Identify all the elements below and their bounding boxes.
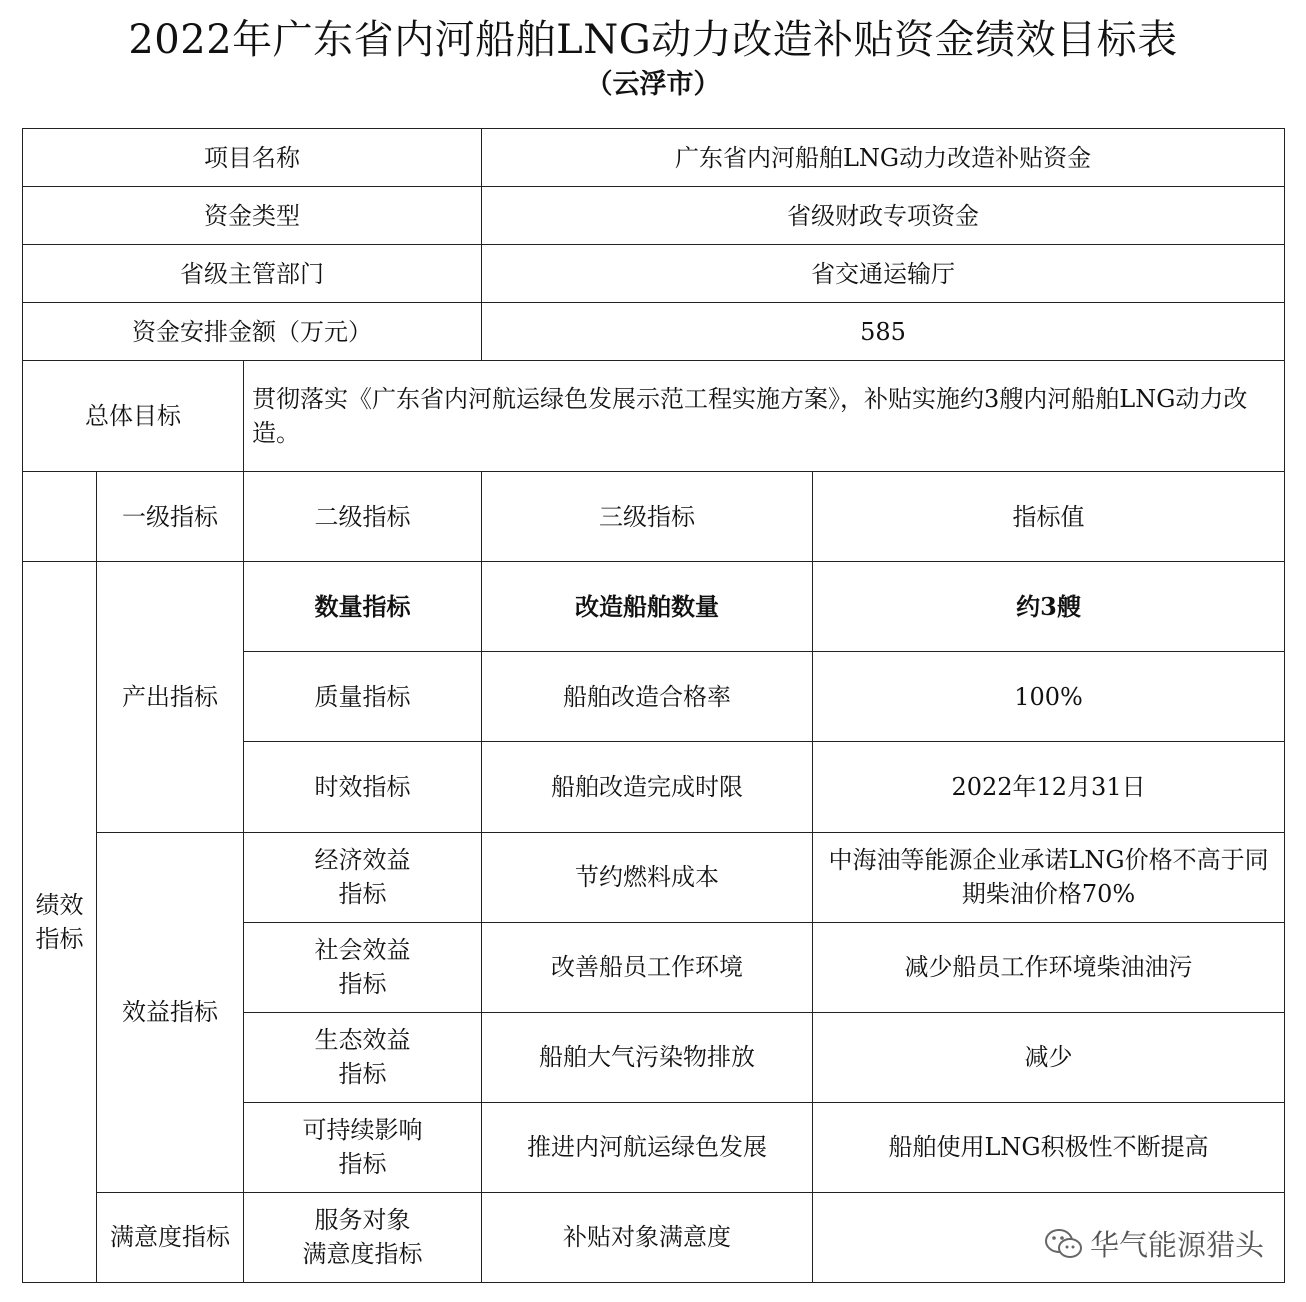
performance-label-text: 绩效 指标 — [35, 891, 84, 954]
level1-satisfaction: 满意度指标 — [97, 1192, 244, 1282]
value-cell: 船舶使用LNG积极性不断提高 — [813, 1102, 1285, 1192]
header-level1: 一级指标 — [97, 472, 244, 562]
level3-cell: 船舶改造完成时限 — [482, 742, 813, 832]
level2-cell: 生态效益 指标 — [244, 1012, 482, 1102]
level2-cell: 可持续影响 指标 — [244, 1102, 482, 1192]
level2-cell: 社会效益 指标 — [244, 922, 482, 1012]
level3-cell: 船舶大气污染物排放 — [482, 1012, 813, 1102]
value-fund-type: 省级财政专项资金 — [482, 187, 1285, 245]
row-dept — [23, 245, 1285, 303]
page-title: 2022年广东省内河船舶LNG动力改造补贴资金绩效目标表 — [128, 17, 1178, 63]
level3-cell: 节约燃料成本 — [482, 832, 813, 922]
level2-cell: 时效指标 — [244, 742, 482, 832]
value-cell: 约3艘 — [813, 562, 1285, 652]
value-cell: 100% — [813, 652, 1285, 742]
level1-benefit: 效益指标 — [97, 832, 244, 1192]
value-project-name: 广东省内河船舶LNG动力改造补贴资金 — [482, 129, 1285, 187]
level3-cell: 改善船员工作环境 — [482, 922, 813, 1012]
label-amount: 资金安排金额（万元） — [23, 303, 482, 361]
label-project-name: 项目名称 — [23, 129, 482, 187]
level2-cell: 数量指标 — [244, 562, 482, 652]
page-subtitle: （云浮市） — [585, 69, 721, 100]
level3-cell: 船舶改造合格率 — [482, 652, 813, 742]
watermark-text: 华气能源猎头 — [1089, 1228, 1264, 1262]
row-fund-type — [23, 187, 1285, 245]
level2-cell: 服务对象 满意度指标 — [244, 1192, 482, 1282]
table-row — [23, 562, 1285, 652]
row-overall-goal — [23, 361, 1285, 472]
value-cell: 减少船员工作环境柴油油污 — [813, 922, 1285, 1012]
label-fund-type: 资金类型 — [23, 187, 482, 245]
header-level2: 二级指标 — [244, 472, 482, 562]
value-cell: 减少 — [813, 1012, 1285, 1102]
header-level3: 三级指标 — [482, 472, 813, 562]
row-column-headers — [23, 472, 1285, 562]
level2-cell: 质量指标 — [244, 652, 482, 742]
wechat-icon — [1044, 1227, 1084, 1261]
level3-cell: 改造船舶数量 — [482, 562, 813, 652]
label-performance — [23, 562, 97, 1283]
level3-cell: 补贴对象满意度 — [482, 1192, 813, 1282]
value-cell: 2022年12月31日 — [813, 742, 1285, 832]
header-value: 指标值 — [813, 472, 1285, 562]
header-blank — [23, 472, 97, 562]
row-amount — [23, 303, 1285, 361]
watermark — [1044, 1223, 1264, 1264]
level2-cell: 经济效益 指标 — [244, 832, 482, 922]
row-project-name — [23, 129, 1285, 187]
label-overall-goal: 总体目标 — [23, 361, 244, 472]
value-overall-goal: 贯彻落实《广东省内河航运绿色发展示范工程实施方案》，补贴实施约3艘内河船舶LNG动力改造。 — [244, 361, 1285, 472]
table-row — [23, 832, 1285, 922]
level3-cell: 推进内河航运绿色发展 — [482, 1102, 813, 1192]
label-dept: 省级主管部门 — [23, 245, 482, 303]
value-cell: 中海油等能源企业承诺LNG价格不高于同期柴油价格70% — [813, 832, 1285, 922]
performance-table — [22, 128, 1285, 1283]
level1-output: 产出指标 — [97, 562, 244, 832]
value-dept: 省交通运输厅 — [482, 245, 1285, 303]
value-amount: 585 — [482, 303, 1285, 361]
